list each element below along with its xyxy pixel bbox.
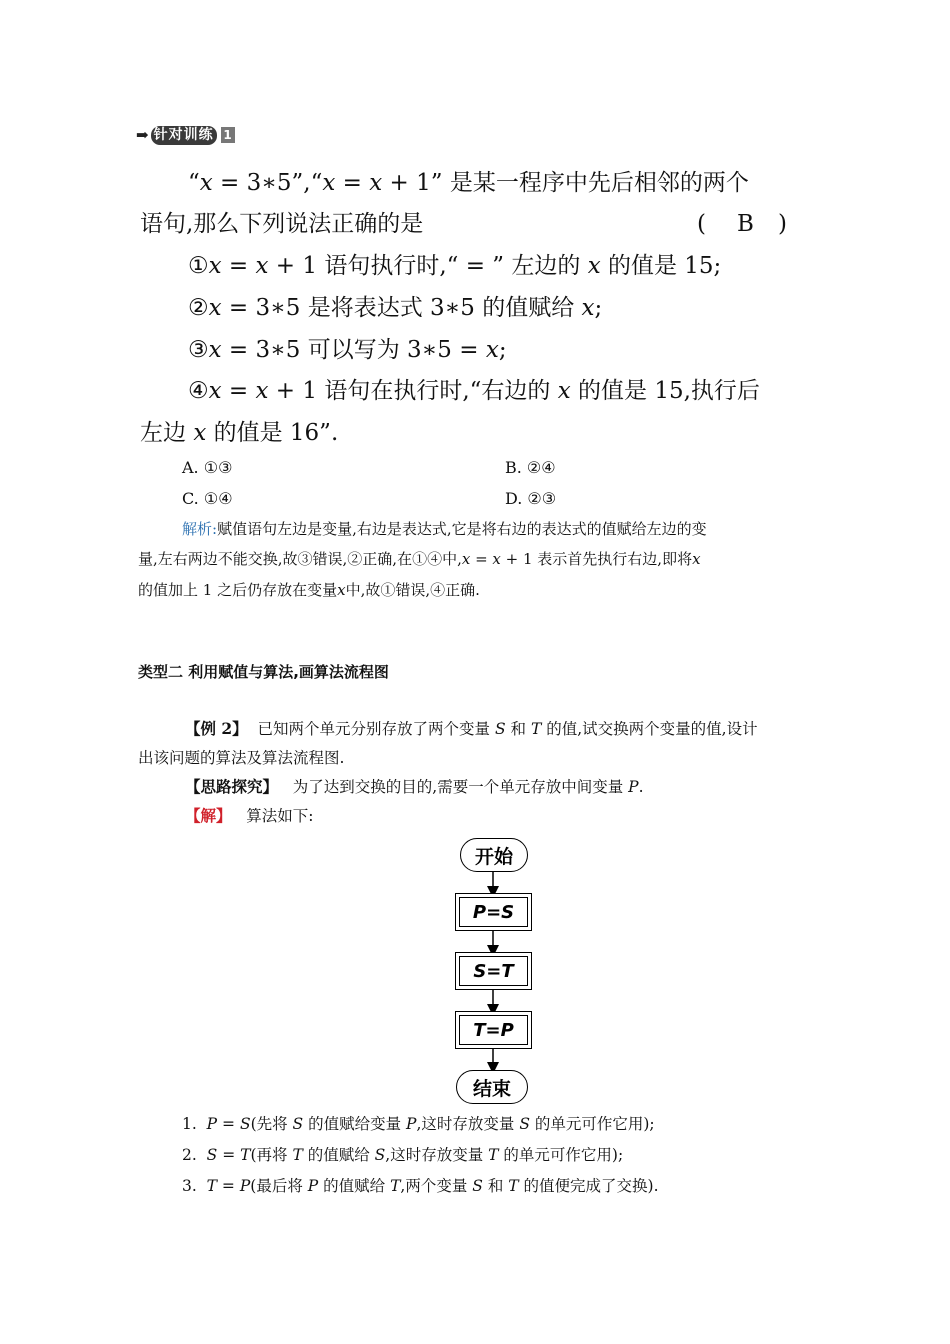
badge-number: 1 xyxy=(221,127,235,143)
solution-tag: 【解】 xyxy=(185,806,232,825)
example-line-1: 【例 2】 已知两个单元分别存放了两个变量 S 和 T 的值,试交换两个变量的值,设计 xyxy=(185,719,758,738)
statement-2: ②x = 3∗5 是将表达式 3∗5 的值赋给 x; xyxy=(188,295,603,321)
answer-open-paren: ( xyxy=(697,211,706,237)
flow-end: 结束 xyxy=(456,1070,528,1104)
analysis-label: 解析: xyxy=(182,520,218,538)
analysis-line-2: 量,左右两边不能交换,故③错误,②正确,在①④中,x = x + 1 表示首先执行右边,即将x xyxy=(138,550,701,568)
arrow-right-icon: ➡ xyxy=(136,125,149,144)
statement-3: ③x = 3∗5 可以写为 3∗5 = x; xyxy=(188,337,507,363)
option-a: A. ①③ xyxy=(182,458,233,477)
statement-4-continued: 左边 x 的值是 16”. xyxy=(140,420,339,446)
section-title: 类型二 利用赋值与算法,画算法流程图 xyxy=(138,663,389,681)
option-d: D. ②③ xyxy=(505,489,557,508)
think-line: 【思路探究】 为了达到交换的目的,需要一个单元存放中间变量 P. xyxy=(185,777,644,796)
example-line-2: 出该问题的算法及算法流程图. xyxy=(138,749,345,767)
flow-step-3: T=P xyxy=(455,1011,532,1049)
statement-4: ④x = x + 1 语句在执行时,“右边的 x 的值是 15,执行后 xyxy=(188,378,760,404)
practice-badge xyxy=(136,125,235,145)
solution-line: 【解】 算法如下: xyxy=(185,806,314,825)
flow-step-2: S=T xyxy=(455,952,532,990)
step-3: 3. T = P(最后将 P 的值赋给 T,两个变量 S 和 T 的值便完成了交换). xyxy=(182,1177,659,1195)
badge-label: 针对训练 xyxy=(151,126,217,145)
answer-close-paren: ) xyxy=(778,211,787,237)
option-b: B. ②④ xyxy=(505,458,556,477)
flow-step-1: P=S xyxy=(455,893,532,931)
question-line-2: 语句,那么下列说法正确的是 xyxy=(140,211,424,237)
question-line-1: “x = 3∗5”,“x = x + 1” 是某一程序中先后相邻的两个 xyxy=(188,170,749,196)
analysis-line-3: 的值加上 1 之后仍存放在变量x中,故①错误,④正确. xyxy=(138,581,480,599)
analysis-line-1: 解析:赋值语句左边是变量,右边是表达式,它是将右边的表达式的值赋给左边的变 xyxy=(182,520,707,538)
step-2: 2. S = T(再将 T 的值赋给 S,这时存放变量 T 的单元可作它用); xyxy=(182,1146,624,1164)
statement-1: ①x = x + 1 语句执行时,“ = ” 左边的 x 的值是 15; xyxy=(188,253,722,279)
flow-start: 开始 xyxy=(460,838,528,872)
answer-value: B xyxy=(737,211,754,237)
option-c: C. ①④ xyxy=(182,489,233,508)
step-1: 1. P = S(先将 S 的值赋给变量 P,这时存放变量 S 的单元可作它用); xyxy=(182,1115,655,1133)
